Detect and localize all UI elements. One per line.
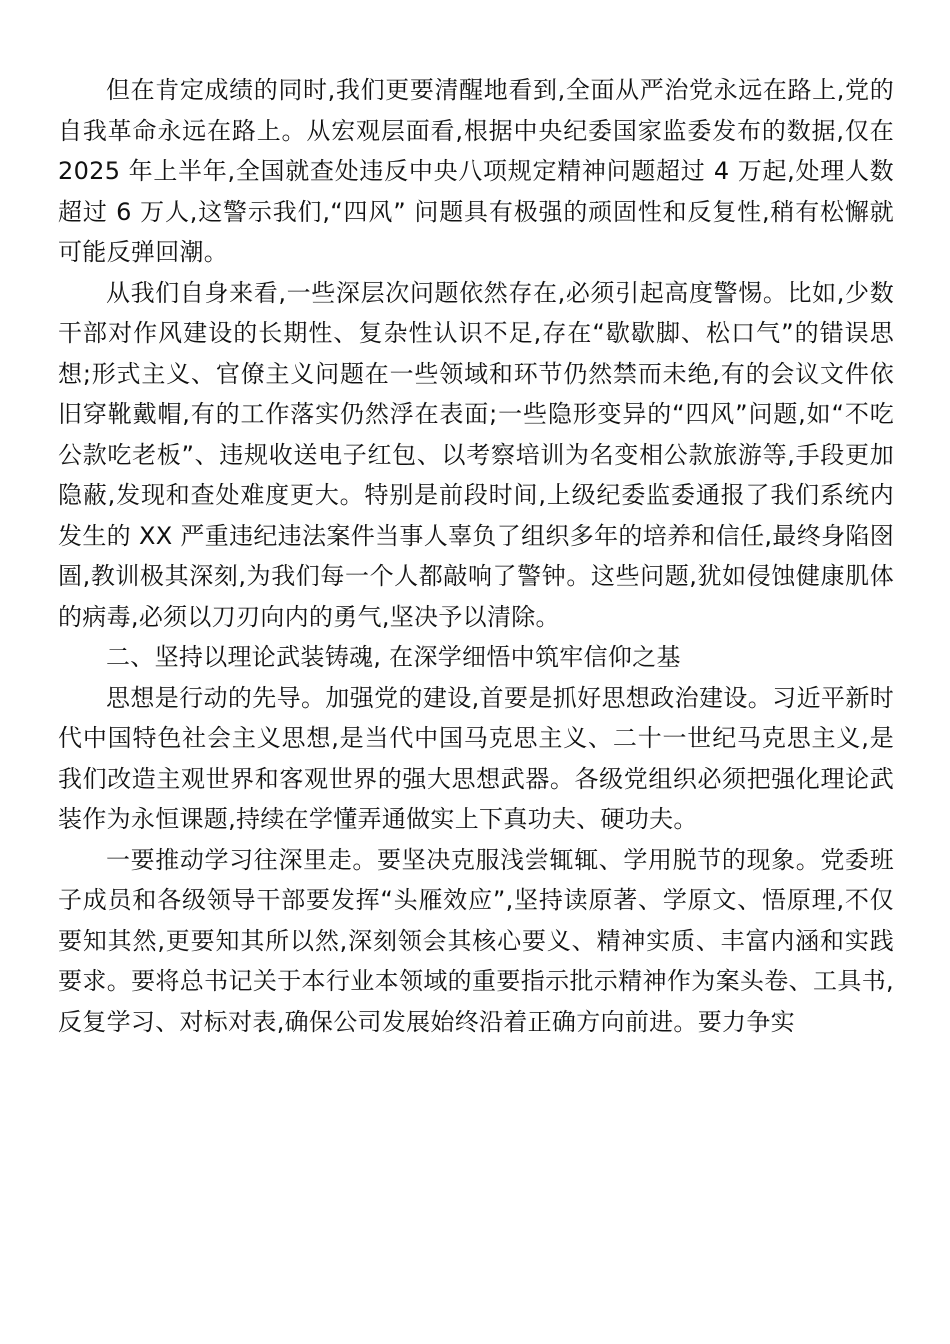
paragraph-deep-problems: 从我们自身来看,一些深层次问题依然存在,必须引起高度警惕。比如,少数干部对作风建设的长期性、复杂性认识不足,存在“歇歇脚、松口气”的错误思想;形式主义、官僚主义问题在一些领域和环节仍然禁而未绝,有的会议文件依旧穿靴戴帽,有的工作落实仍然浮在表面;一些隐形变异的“四风”问题,如“不吃公款吃老板”、违规收送电子红包、以考察培训为名变相公款旅游等,手段更加隐蔽,发现和查处难度更大。特别是前段时间,上级纪委监委通报了我们系统内发生的 XX 严重违纪违法案件当事人辜负了组织多年的培养和信任,最终身陷囹圄,教训极其深刻,为我们每一个人都敲响了警钟。这些问题,犹如侵蚀健康肌体的病毒,必须以刀刃向内的勇气,坚决予以清除。 [58, 278, 894, 631]
section-heading-theory: 二、坚持以理论武装铸魂, 在深学细悟中筑牢信仰之基 [106, 643, 681, 671]
paragraph-achievements-warning: 但在肯定成绩的同时,我们更要清醒地看到,全面从严治党永远在路上,党的自我革命永远在路上。从宏观层面看,根据中央纪委国家监委发布的数据,仅在 2025 年上半年,全国就查处违反中央八项规定精神问题超过 4 万起,处理人数超过 6 万人,这警示我们,“四风” 问题具有极强的顽固性和反复性,稍有松懈就可能反弹回潮。 [58, 76, 894, 266]
paragraph-deep-study: 一要推动学习往深里走。要坚决克服浅尝辄辄、学用脱节的现象。党委班子成员和各级领导干部要发挥“头雁效应”,坚持读原著、学原文、悟原理,不仅要知其然,更要知其所以然,深刻领会其核心要义、精神实质、丰富内涵和实践要求。要将总书记关于本行业本领域的重要指示批示精神作为案头卷、工具书,反复学习、对标对表,确保公司发展始终沿着正确方向前进。要力争实 [58, 845, 894, 1036]
document-page [58, 70, 894, 1042]
paragraph-thought-guide: 思想是行动的先导。加强党的建设,首要是抓好思想政治建设。习近平新时代中国特色社会主义思想,是当代中国马克思主义、二十一世纪马克思主义,是我们改造主观世界和客观世界的强大思想武器。各级党组织必须把强化理论武装作为永恒课题,持续在学懂弄通做实上下真功夫、硬功夫。 [58, 683, 894, 833]
